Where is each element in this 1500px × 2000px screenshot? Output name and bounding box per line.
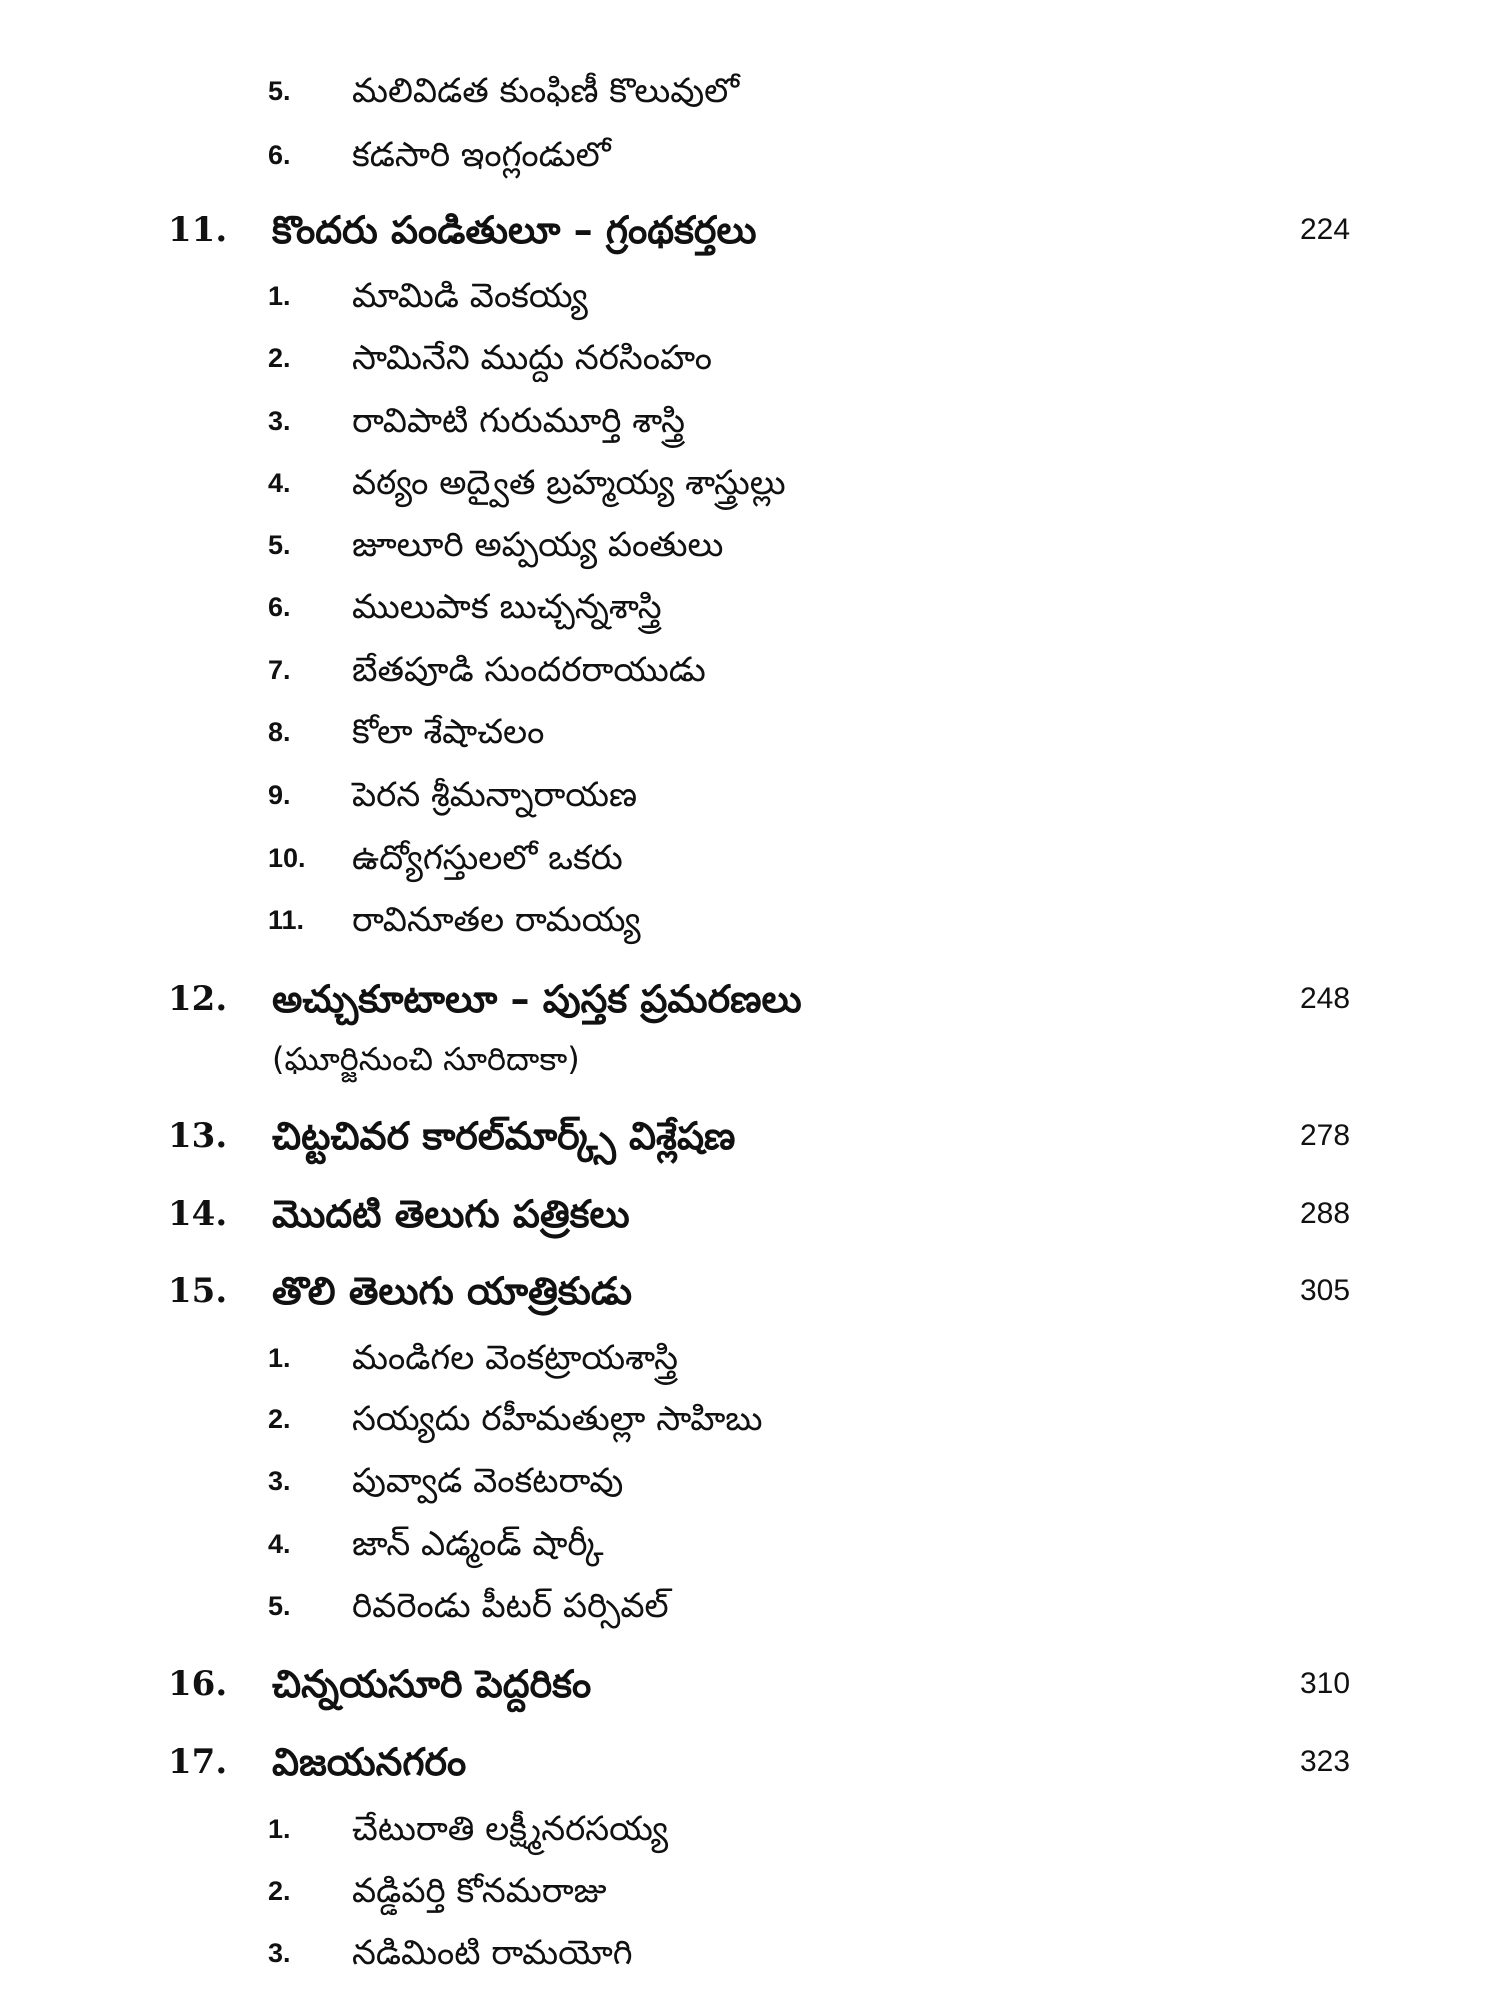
toc-subsection	[0, 520, 1500, 570]
chapter-number: 11.	[168, 210, 228, 250]
chapter-page-number: 224	[1300, 213, 1351, 246]
toc-subsection	[0, 1804, 1500, 1854]
toc-chapter	[0, 205, 1500, 255]
toc-chapter	[0, 1659, 1500, 1709]
subsection-title: కడసారి ఇంగ్లండులో	[352, 135, 611, 175]
subsection-title: నడిమింటి రామయోగి	[352, 1933, 633, 1973]
chapter-title: మొదటి తెలుగు పత్రికలు	[272, 1192, 630, 1236]
subsection-title: కోలా శేషాచలం	[352, 712, 545, 752]
subsection-title: బేతపూడి సుందరరాయుడు	[352, 650, 706, 690]
subsection-number: 8.	[268, 717, 291, 747]
subsection-number: 1.	[268, 1343, 291, 1373]
subsection-title: మామిడి వెంకయ్య	[352, 276, 588, 316]
subsection-number: 2.	[268, 1404, 291, 1434]
chapter-subtitle-text: (ఘూర్జినుంచి సూరిదాకా)	[272, 1040, 580, 1078]
subsection-title: సామినేని ముద్దు నరసింహం	[352, 338, 712, 378]
subsection-number: 9.	[268, 780, 291, 810]
toc-subsection	[0, 1928, 1500, 1978]
subsection-title: మండిగల వెంకట్రాయశాస్త్రి	[352, 1338, 678, 1378]
subsection-title: రావిపాటి గురుమూర్తి శాస్త్రి	[352, 401, 686, 441]
subsection-number: 3.	[268, 406, 291, 436]
toc-chapter	[0, 1737, 1500, 1787]
chapter-page-number: 305	[1300, 1274, 1351, 1307]
chapter-title: చిట్టచివర కారల్‌మార్క్స్ విశ్లేషణ	[272, 1114, 736, 1158]
subsection-title: రావినూతల రామయ్య	[352, 900, 641, 940]
chapter-number: 14.	[168, 1194, 228, 1234]
subsection-number: 6.	[268, 592, 291, 622]
subsection-title: జాన్ ఎడ్మండ్ షార్కీ	[352, 1524, 604, 1564]
toc-subsection	[0, 130, 1500, 180]
toc-chapter	[0, 1111, 1500, 1161]
chapter-number: 17.	[168, 1742, 228, 1782]
toc-subsection	[0, 458, 1500, 508]
chapter-title: కొందరు పండితులూ – గ్రంథకర్తలు	[272, 208, 757, 252]
subsection-number: 4.	[268, 1529, 291, 1559]
subsection-title: పెరన శ్రీమన్నారాయణ	[352, 775, 638, 815]
chapter-number: 16.	[168, 1664, 228, 1704]
toc-subsection	[0, 1394, 1500, 1444]
subsection-number: 2.	[268, 1876, 291, 1906]
subsection-title: రివరెండు పీటర్ పర్సివల్	[352, 1586, 669, 1626]
toc-subsection	[0, 271, 1500, 321]
toc-subsection	[0, 895, 1500, 945]
subsection-title: మలివిడత కుంఫిణీ కొలువులో	[352, 71, 740, 111]
toc-subsection	[0, 66, 1500, 116]
chapter-subtitle	[0, 1034, 1500, 1084]
chapter-title: చిన్నయసూరి పెద్దరికం	[272, 1662, 592, 1706]
subsection-number: 5.	[268, 1591, 291, 1621]
subsection-number: 1.	[268, 281, 291, 311]
toc-chapter	[0, 1266, 1500, 1316]
chapter-number: 13.	[168, 1116, 228, 1156]
toc-subsection	[0, 645, 1500, 695]
subsection-title: ఉద్యోగస్తులలో ఒకరు	[352, 838, 623, 878]
chapter-page-number: 323	[1300, 1745, 1351, 1778]
toc-subsection	[0, 1333, 1500, 1383]
subsection-title: చేటురాతి లక్ష్మీనరసయ్య	[352, 1809, 669, 1849]
subsection-title: ములుపాక బుచ్చన్నశాస్త్రి	[352, 587, 662, 627]
subsection-number: 11.	[268, 905, 305, 935]
subsection-number: 2.	[268, 343, 291, 373]
chapter-title: తొలి తెలుగు యాత్రికుడు	[272, 1269, 633, 1313]
toc-subsection	[0, 1519, 1500, 1569]
toc-subsection	[0, 1456, 1500, 1506]
toc-subsection	[0, 707, 1500, 757]
toc-subsection	[0, 833, 1500, 883]
subsection-number: 1.	[268, 1814, 291, 1844]
toc-chapter	[0, 974, 1500, 1024]
toc-subsection	[0, 582, 1500, 632]
toc-subsection	[0, 396, 1500, 446]
subsection-title: పువ్వాడ వెంకటరావు	[352, 1461, 624, 1501]
toc-subsection	[0, 333, 1500, 383]
chapter-page-number: 310	[1300, 1667, 1351, 1700]
chapter-page-number: 288	[1300, 1197, 1351, 1230]
subsection-number: 5.	[268, 76, 291, 106]
toc-subsection	[0, 770, 1500, 820]
subsection-title: వఠ్యం అద్వైత బ్రహ్మయ్య శాస్త్రుల్లు	[352, 463, 786, 503]
subsection-number: 5.	[268, 530, 291, 560]
chapter-title: అచ్చుకూటాలూ – పుస్తక ప్రమరణలు	[272, 977, 802, 1021]
subsection-title: సయ్యదు రహీమతుల్లా సాహిబు	[352, 1399, 763, 1439]
chapter-title: విజయనగరం	[272, 1740, 467, 1784]
subsection-number: 3.	[268, 1938, 291, 1968]
chapter-number: 12.	[168, 979, 228, 1019]
subsection-number: 10.	[268, 843, 306, 873]
chapter-page-number: 248	[1300, 982, 1351, 1015]
subsection-number: 6.	[268, 140, 291, 170]
chapter-page-number: 278	[1300, 1119, 1351, 1152]
subsection-title: జూలూరి అప్పయ్య పంతులు	[352, 525, 724, 565]
subsection-number: 3.	[268, 1466, 291, 1496]
subsection-title: వడ్డిపర్తి కోనమరాజు	[352, 1871, 607, 1911]
subsection-number: 4.	[268, 468, 291, 498]
toc-chapter	[0, 1189, 1500, 1239]
toc-subsection	[0, 1866, 1500, 1916]
subsection-number: 7.	[268, 655, 291, 685]
chapter-number: 15.	[168, 1271, 228, 1311]
toc-subsection	[0, 1581, 1500, 1631]
